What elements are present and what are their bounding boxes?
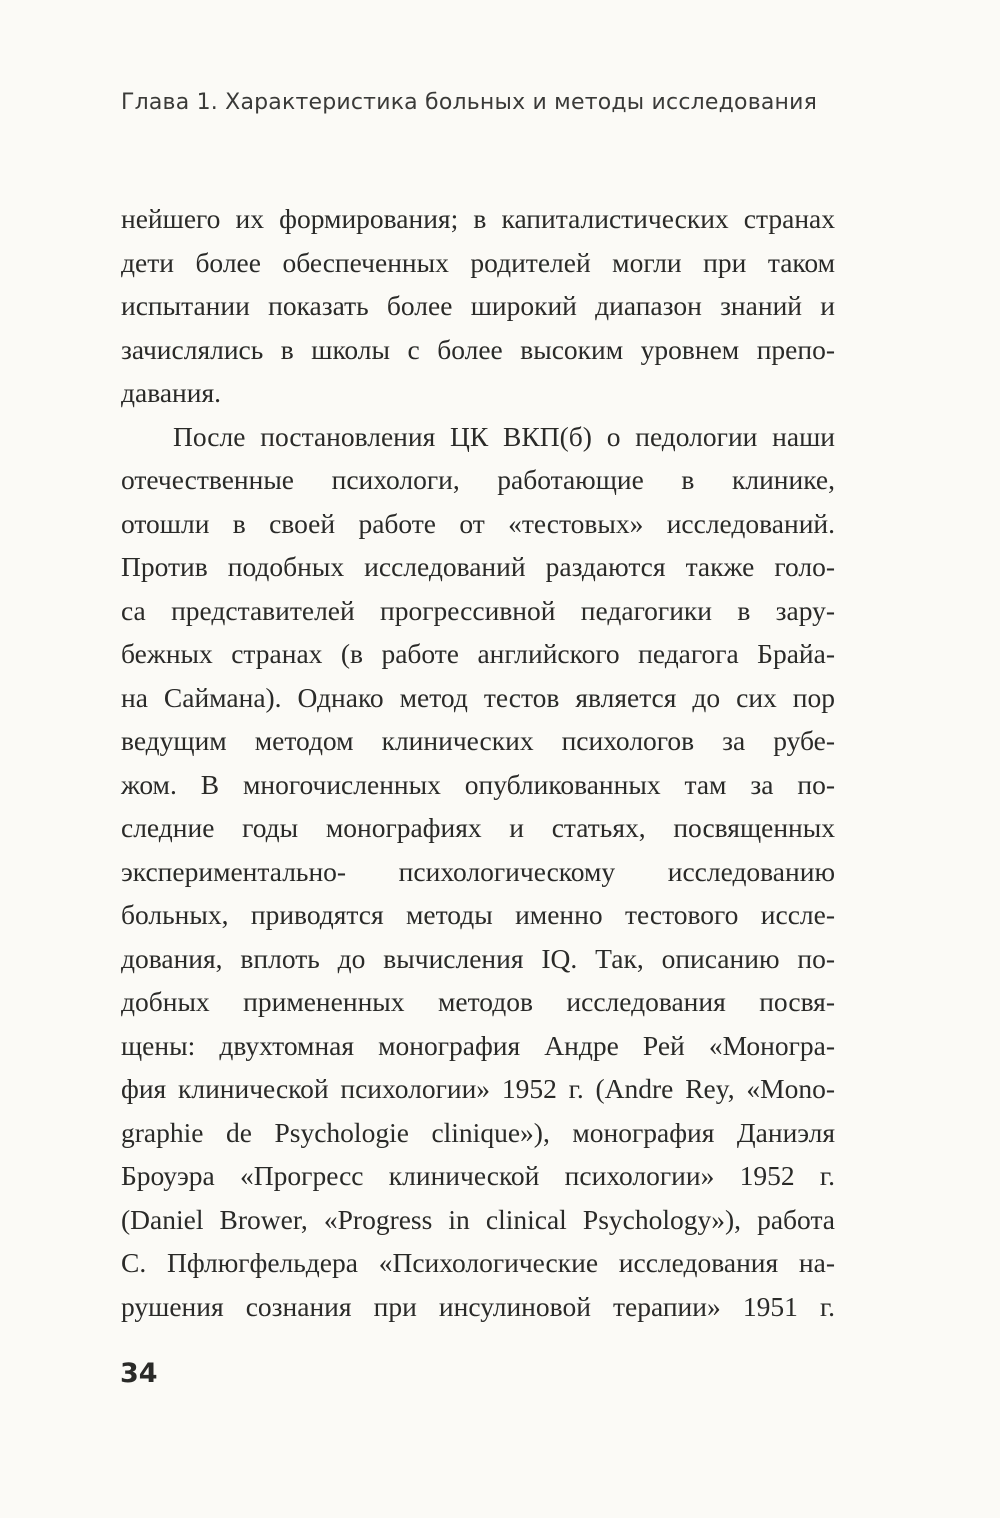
text-line: больных, приводятся методы именно тестового иссле- bbox=[121, 899, 835, 930]
text-line: рушения сознания при инсулиновой терапии» 1951 г. bbox=[121, 1290, 835, 1322]
text-line: С. Пфлюгфельдера «Психологические исследования на- bbox=[121, 1247, 835, 1278]
text-line: отечественные психологи, работающие в клинике, bbox=[121, 464, 835, 495]
text-line: давания. bbox=[121, 377, 221, 408]
text-line: на Саймана). Однако метод тестов является до сих пор bbox=[121, 681, 835, 713]
text-line: После постановления ЦК ВКП(б) о педологии наши bbox=[173, 420, 835, 452]
running-head: Глава 1. Характеристика больных и методы исследования bbox=[121, 90, 818, 115]
text-line: зачислялись в школы с более высоким уровнем препо- bbox=[121, 333, 835, 365]
text-line: Против подобных исследований раздаются также голо- bbox=[121, 551, 835, 582]
text-line: (Daniel Brower, «Progress in clinical Psychology»), работа bbox=[121, 1203, 835, 1235]
text-line: нейшего их формирования; в капиталистических странах bbox=[121, 203, 835, 234]
text-line: добных примененных методов исследования посвя- bbox=[121, 986, 835, 1017]
text-line: испытании показать более широкий диапазон знаний и bbox=[121, 290, 835, 321]
text-line: Броуэра «Прогресс клинической психологии» 1952 г. bbox=[121, 1160, 835, 1191]
text-line: фия клинической психологии» 1952 г. (Andre Rey, «Mono- bbox=[121, 1073, 835, 1104]
text-line: щены: двухтомная монография Андре Рей «Моногра- bbox=[121, 1029, 835, 1061]
text-line: жом. В многочисленных опубликованных там за по- bbox=[121, 768, 835, 800]
text-line: дети более обеспеченных родителей могли при таком bbox=[121, 246, 835, 278]
text-line: ведущим методом клинических психологов за рубе- bbox=[121, 725, 835, 756]
text-line: отошли в своей работе от «тестовых» исследований. bbox=[121, 507, 835, 539]
text-line: бежных странах (в работе английского педагога Брайа- bbox=[121, 638, 835, 669]
page-number: 34 bbox=[120, 1358, 158, 1389]
text-line: graphie de Psychologie clinique»), монография Даниэля bbox=[121, 1116, 835, 1148]
text-line: следние годы монографиях и статьях, посвященных bbox=[121, 812, 835, 843]
body-text bbox=[121, 197, 835, 1328]
text-line: экспериментально- психологическому исследованию bbox=[121, 855, 835, 887]
text-line: са представителей прогрессивной педагогики в зару- bbox=[121, 594, 835, 626]
text-line: дования, вплоть до вычисления IQ. Так, описанию по- bbox=[121, 942, 835, 974]
